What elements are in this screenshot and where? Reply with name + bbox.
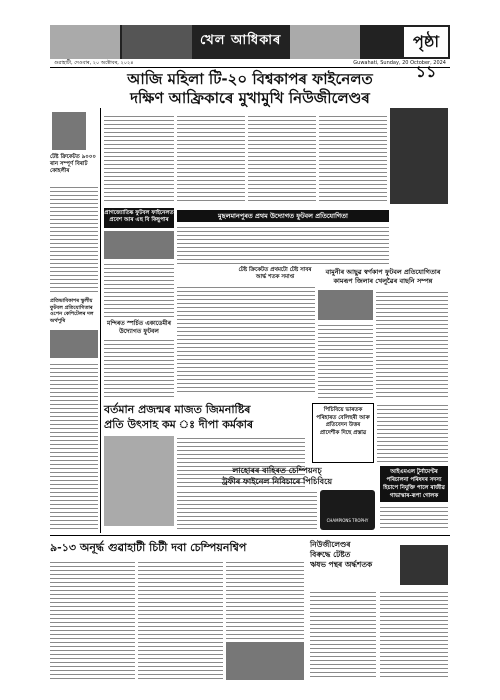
bottom-section-rule	[50, 535, 450, 536]
dateline	[50, 58, 450, 68]
ipl-banner	[380, 466, 448, 502]
pant-photo	[400, 545, 448, 585]
temple-story-text	[104, 338, 174, 398]
main-headline-line2: দক্ষিণ আফ্ৰিকাৰে মুখামুখি নিউজীলেণ্ডৰ	[130, 89, 370, 107]
football-final-heading: প্ৰাগজ্যোতিষ্ক ফুটবল ফাইনেলত প্ৰবেশ আৰ এছ বি কিছুপাৰ	[104, 208, 174, 228]
left-column2-text	[50, 362, 98, 532]
nz-text-col2	[380, 590, 448, 680]
test-story-text	[177, 285, 315, 395]
champions-heading-line2: ট্ৰফীৰ ফাইনেল নিবিচাৰে পিচিবিয়ে	[221, 477, 333, 486]
test-story-heading: টেষ্ট ক্ৰিকেটত প্ৰথমটো টেষ্ট সাবৰ আৰ্দ্ধ শতক সমাপ্ত	[238, 267, 312, 280]
football-final-photo	[104, 231, 174, 259]
football-final-text	[104, 262, 174, 317]
dipa-photo	[104, 436, 174, 526]
dipa-heading	[104, 402, 304, 432]
muslimpur-heading: মুছলমানপুৰত প্ৰথম উদ্যোগত ফুটবল প্ৰতিযোগিতা	[177, 210, 389, 222]
pcb-box: পিচিবিয়ে ভাৰতক পৰিহাৰত বেলিছৰী আৰু প্ৰতিবেদন উত্তৰ প্ৰাদেশীক দিছে প্ৰস্তাৱ	[312, 403, 374, 463]
bottom-team-photo	[226, 642, 304, 680]
kamrup-text-right	[376, 290, 448, 400]
ipl-banner-line2: পৰিচালনা পৰিষদৰ সদস্য	[386, 477, 442, 483]
nz-heading-line2: বিৰুদ্ধে টেষ্টত	[310, 550, 351, 559]
bottom-text-col2	[138, 560, 223, 680]
nz-heading-line1: নিউজীলেণ্ডৰ	[310, 540, 351, 549]
champions-heading	[177, 465, 377, 487]
ipl-banner-line1: আইএমএল টুৰ্নামেণ্টৰ	[390, 469, 438, 475]
bottom-heading	[50, 540, 305, 555]
masthead-photo-left	[50, 25, 120, 59]
dateline-assamese: গুৱাহাটী, দেওবাৰ, ২০ অক্টোবৰ, ২০২৪	[54, 60, 134, 66]
main-headline-line1: আজি মহিলা টি-২০ বিশ্বকাপৰ ফাইনেলত	[127, 70, 373, 88]
school-team-photo	[50, 330, 98, 358]
dipa-heading-line1: বৰ্তমান প্ৰজন্মৰ মাজত জিমনাষ্টিৰ	[104, 403, 251, 416]
dateline-english: Guwahati, Sunday, 20 October, 2024	[353, 60, 446, 66]
nz-heading-line3: ঋষভ পন্থৰ অৰ্দ্ধশতক	[310, 560, 373, 569]
cricket-player-photo	[390, 108, 448, 204]
ipl-banner-line3: হিচাপে নিযুক্তি পালে ৰাজীৱ	[383, 485, 445, 491]
champions-trophy-logo: CHAMPIONS TROPHY	[320, 490, 375, 530]
india-tag: INDIA	[432, 52, 448, 58]
muslimpur-text	[177, 225, 389, 265]
nz-text-col1	[310, 590, 376, 680]
masthead-title: খেল আধিকাৰ	[200, 33, 282, 48]
left-column-heading: টেষ্ট ক্ৰিকেটত ৯০০০ ৰান সম্পূৰ্ণ বিৰাট কোহলীৰ	[50, 154, 97, 174]
left-column2-heading: প্ৰতিভাবিকাশৰ স্কুলীয় ফুটবল প্ৰতিযোগিতাৰ ওপেন কেপিটেলৰ দল অৰ্থপুৰি	[50, 298, 94, 324]
main-story-col4	[319, 114, 387, 204]
pcb-text	[377, 403, 448, 463]
champions-text	[177, 490, 317, 530]
ipl-banner-line4: গাভাস্কাৰ-ৰূপা গোলক	[389, 493, 439, 499]
bottom-heading-line1: ৯-১৩ অনূৰ্দ্ধ গুৱাহাটী চিটী দবা চেম্পিয়নশ্বিপ	[50, 541, 247, 554]
main-story-col2	[177, 114, 245, 204]
masthead-photo-right	[290, 25, 360, 59]
dipa-heading-line2: প্ৰতি উৎসাহ কম ঃ দীপা কৰ্মকাৰ	[104, 418, 254, 431]
page-number-box: পৃষ্ঠা ১১	[402, 25, 450, 59]
champions-heading-line1: লাহোৰৰ বাহিৰত চেম্পিয়নচ্	[232, 466, 322, 475]
left-column-text	[50, 185, 98, 295]
kamrup-text-left	[318, 323, 373, 400]
temple-story-heading: মন্দিৰত স্পৰ্চিত একাডেমীৰ উদ্যোগত ফুটবল	[106, 320, 171, 335]
bottom-text-col3	[226, 560, 304, 640]
kamrup-heading: বামুনীৰ আছুৱ স্বৰ্ণকাপ ফুটবল প্ৰতিযোগিতাৰ কামৰূপ জিলাৰ খেলুৱৈৰ বাছনি সম্পন্ন	[325, 268, 441, 285]
left-column-rule	[100, 108, 101, 533]
masthead-photo-mid	[122, 25, 192, 59]
main-story-col1	[104, 114, 174, 204]
main-headline	[50, 70, 450, 108]
ipl-text	[380, 505, 448, 530]
kamrup-photo	[318, 290, 373, 320]
bottom-text-col1	[50, 560, 135, 680]
kohli-photo	[52, 112, 86, 150]
main-story-col3	[248, 114, 316, 204]
